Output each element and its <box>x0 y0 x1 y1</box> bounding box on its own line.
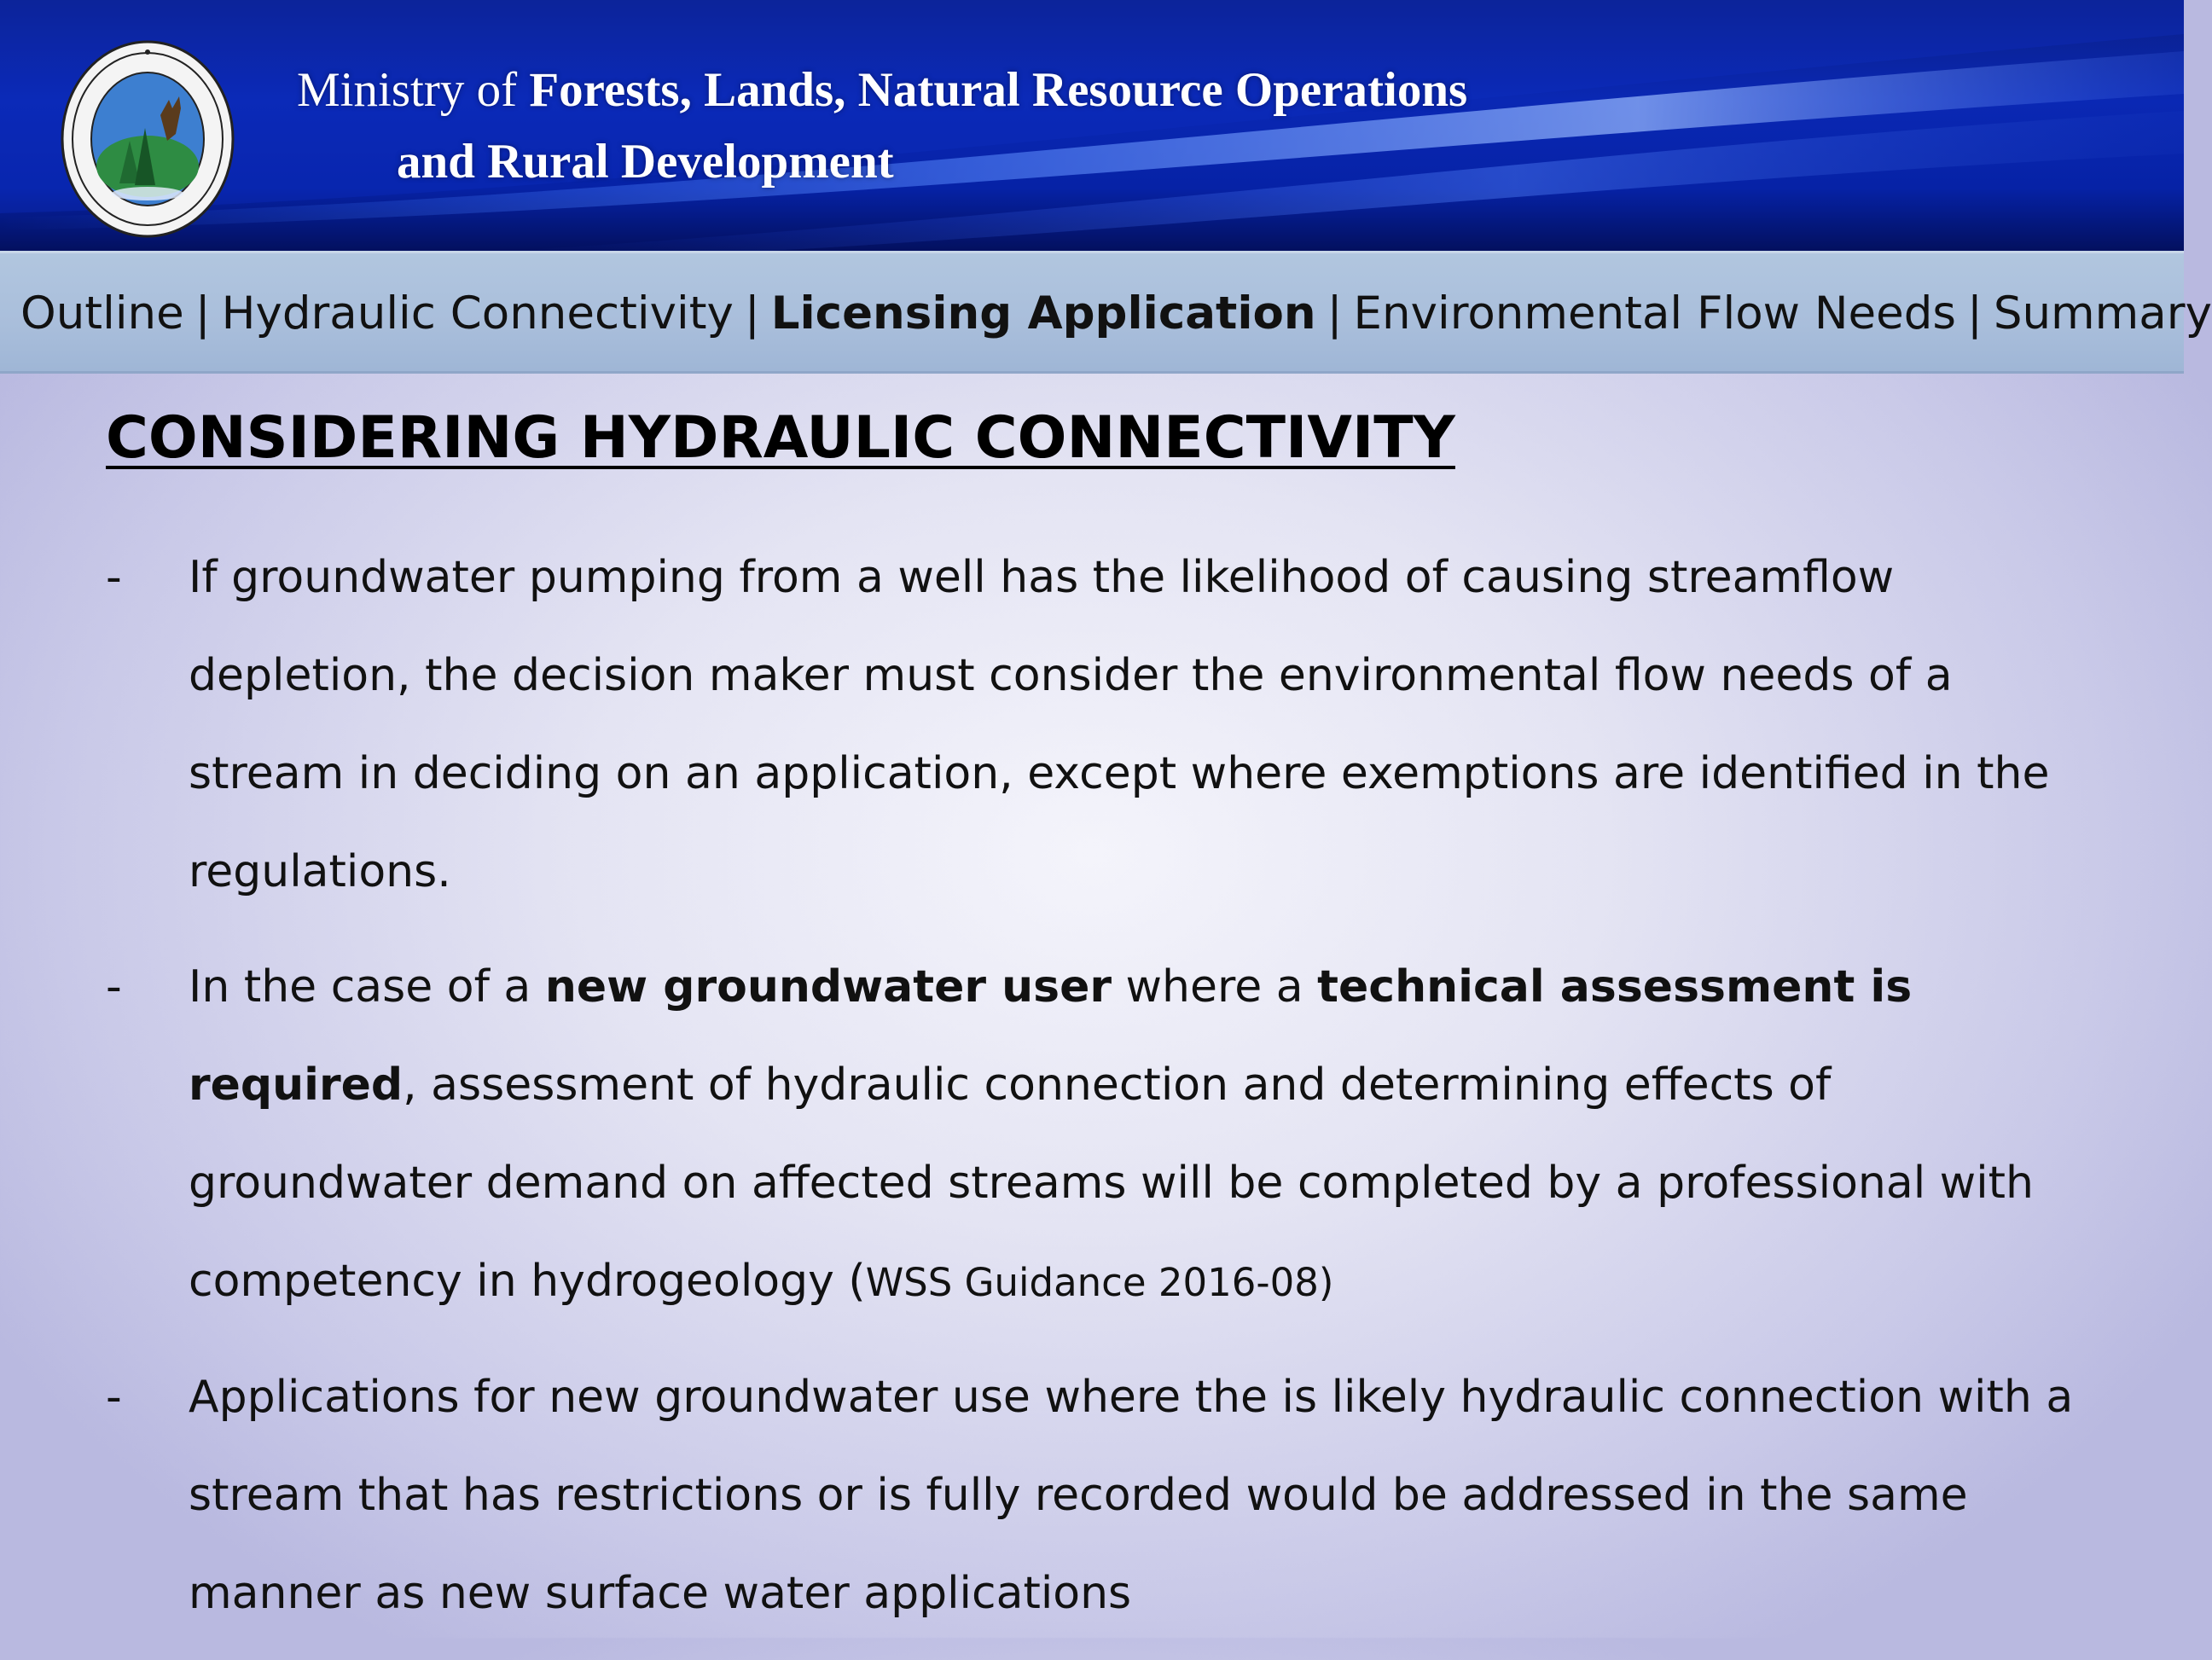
bullet-text-part: In the case of a <box>189 961 545 1013</box>
bullet-emphasis: technical assessment is required <box>189 961 1913 1111</box>
section-nav-items <box>20 287 2212 340</box>
nav-separator: | <box>1966 287 1983 340</box>
slide-title: CONSIDERING HYDRAULIC CONNECTIVITY <box>106 404 1455 472</box>
ministry-name <box>297 55 1467 198</box>
nav-item-environmental-flow-needs[interactable]: Environmental Flow Needs <box>1353 287 1956 340</box>
bullet-marker: - <box>106 961 122 1013</box>
header-banner <box>0 0 2184 251</box>
nav-separator: | <box>194 287 211 340</box>
nav-separator: | <box>744 287 760 340</box>
bullet-item <box>106 1349 2102 1643</box>
bullet-marker: - <box>106 552 122 603</box>
section-nav <box>0 251 2212 374</box>
nav-item-summary[interactable]: Summary <box>1993 287 2212 340</box>
nav-item-hydraulic-connectivity[interactable]: Hydraulic Connectivity <box>221 287 734 340</box>
bullet-text-part: , assessment of hydraulic connection and determining effects of groundwater demand on affected streams will be completed by a professional with competency in hydrogeology ( <box>189 1059 2035 1307</box>
bullet-list <box>106 529 2102 1660</box>
guidance-reference: WSS Guidance 2016-08) <box>865 1260 1334 1305</box>
bc-ministry-seal-icon <box>60 38 235 240</box>
bullet-emphasis: new groundwater user <box>544 961 1112 1013</box>
ministry-name-line1: Forests, Lands, Natural Resource Operations <box>529 63 1468 117</box>
nav-item-outline[interactable]: Outline <box>20 287 184 340</box>
bullet-text <box>189 961 2034 1307</box>
bullet-item <box>106 938 2102 1332</box>
bullet-text-part: where a <box>1111 961 1318 1013</box>
bullet-marker: - <box>106 1372 122 1423</box>
nav-separator: | <box>1327 287 1343 340</box>
bullet-text: Applications for new groundwater use where the is likely hydraulic connection with a stream that has restrictions or is fully recorded would be addressed in the same manner as new surface water applications <box>189 1372 2074 1619</box>
ministry-prefix: Ministry of <box>297 63 518 117</box>
bullet-text: If groundwater pumping from a well has the likelihood of causing streamflow depletion, the decision maker must consider the environmental flow needs of a stream in deciding on an application, except where exemptions are identified in the regulations. <box>189 552 2050 897</box>
bullet-item <box>106 529 2102 921</box>
nav-item-licensing-application[interactable]: Licensing Application <box>770 287 1316 340</box>
ministry-name-line2: and Rural Development <box>397 135 894 189</box>
